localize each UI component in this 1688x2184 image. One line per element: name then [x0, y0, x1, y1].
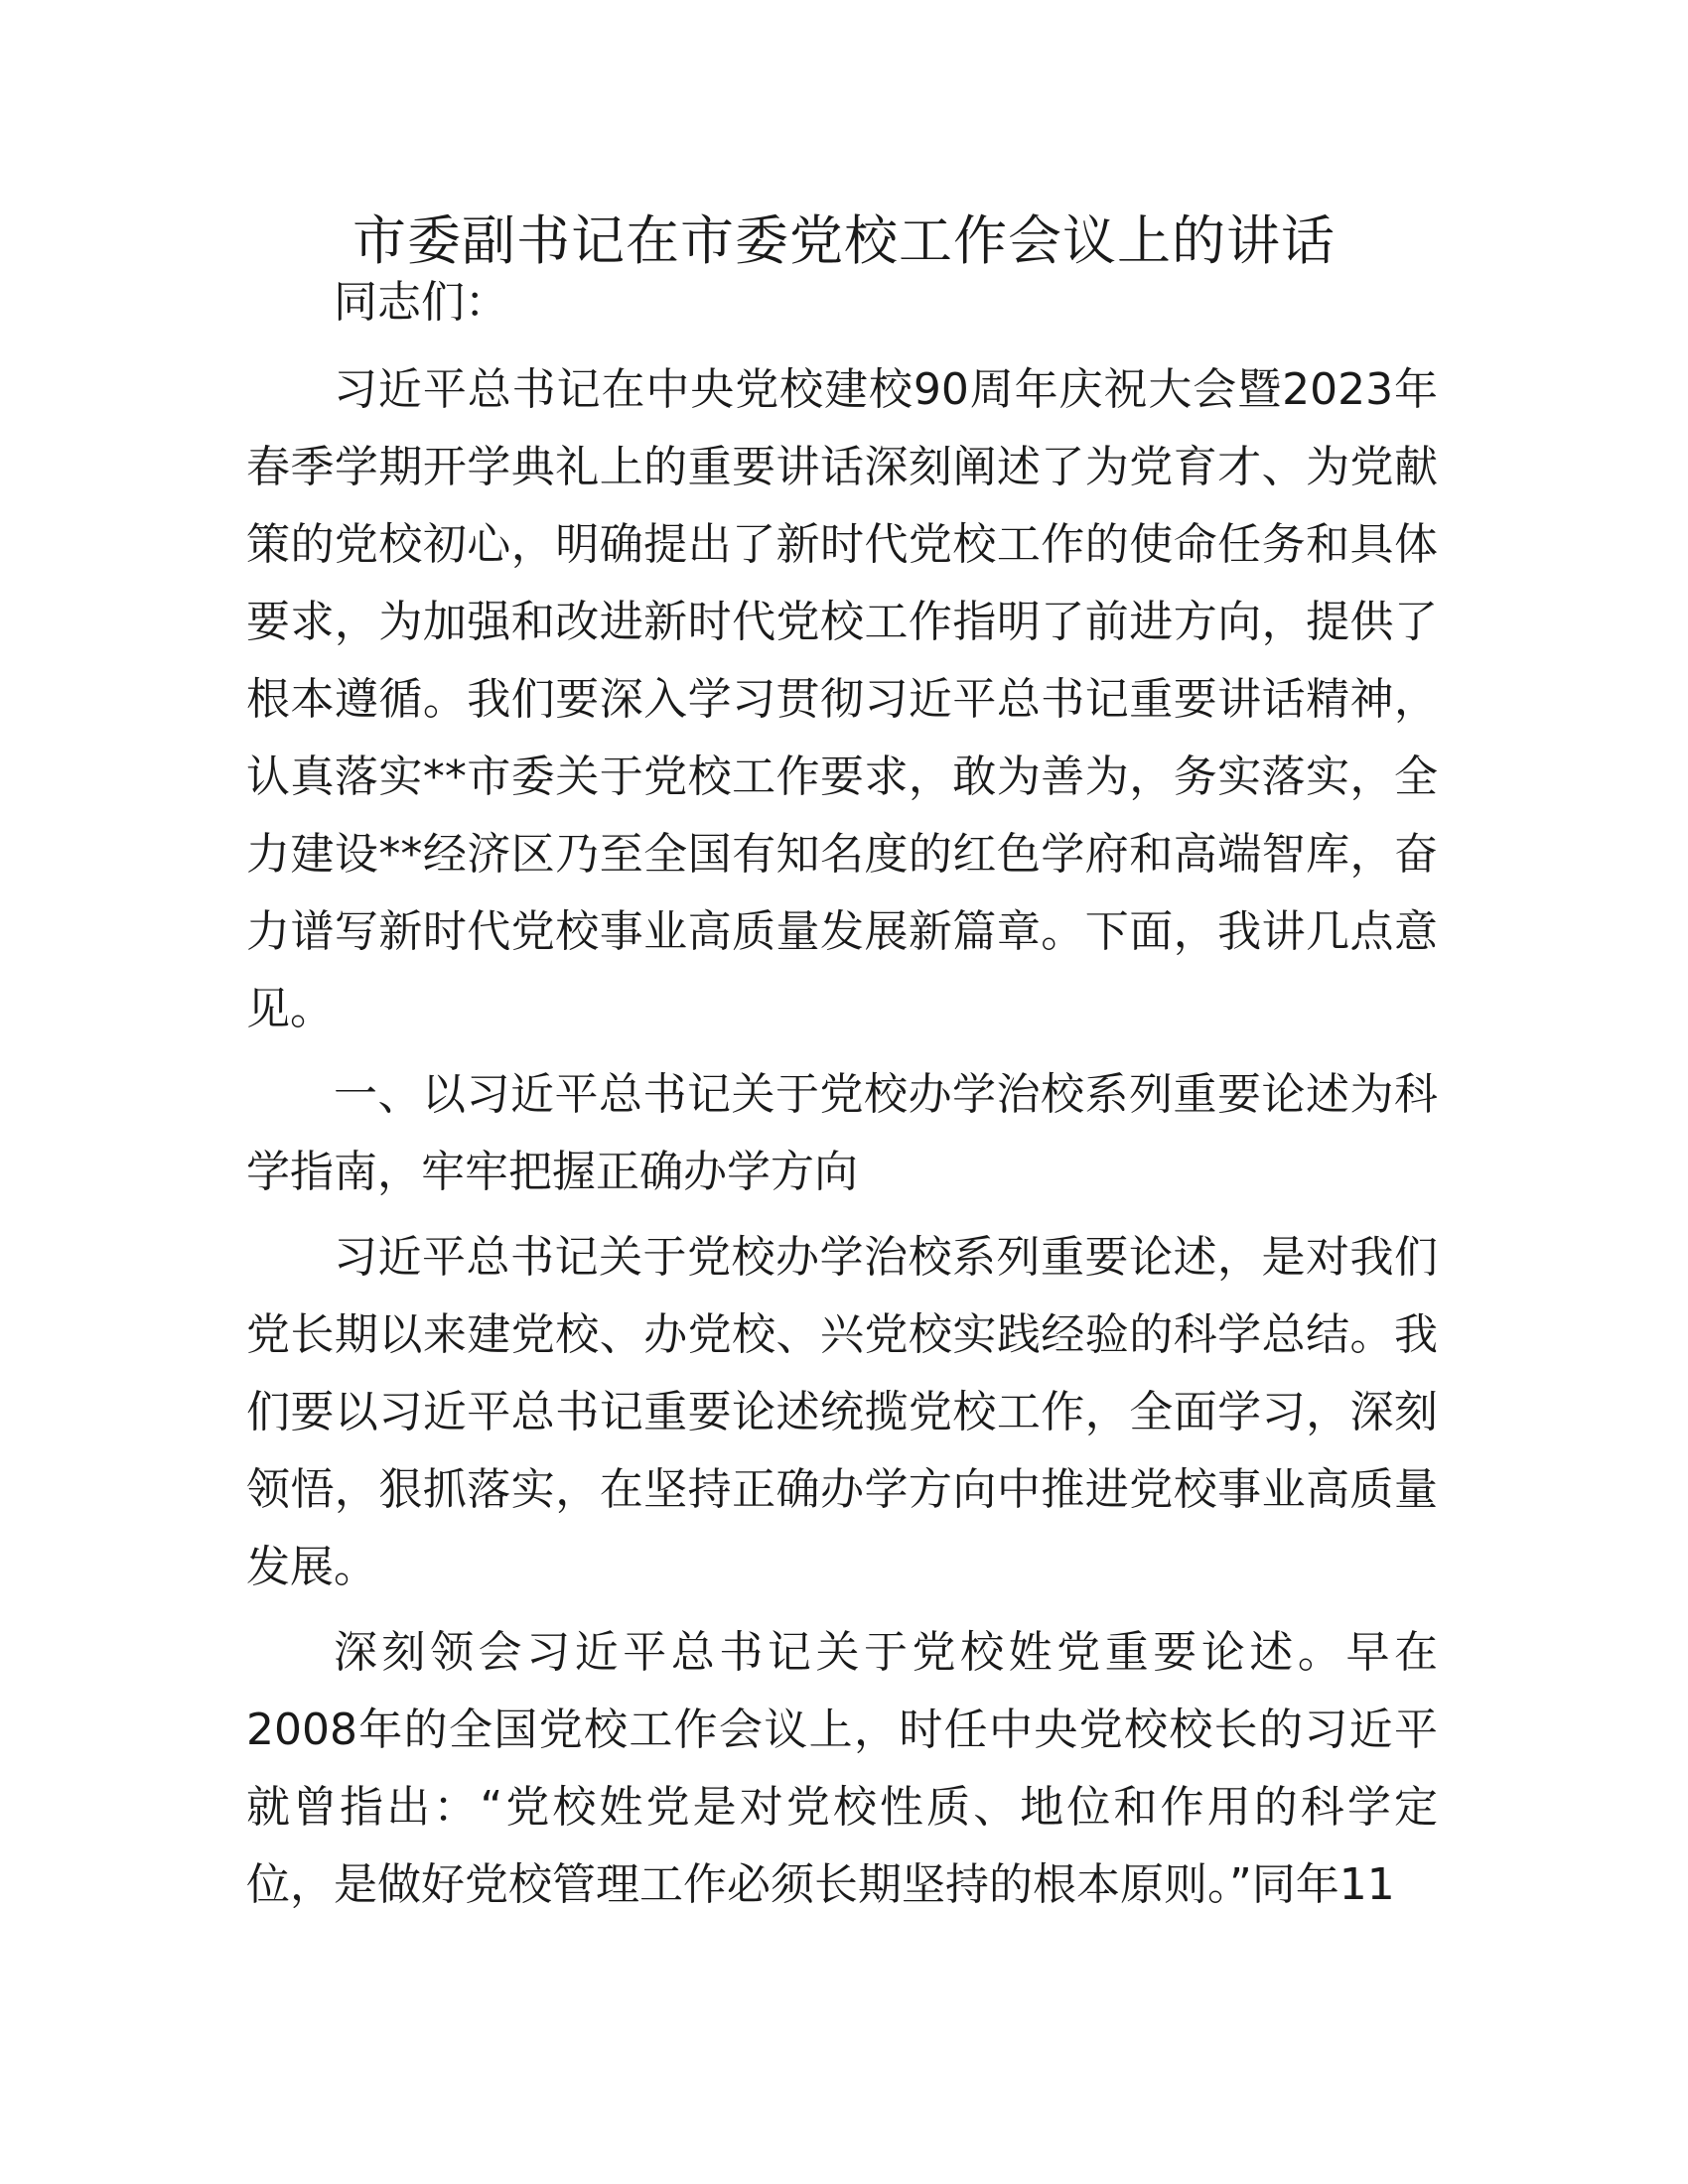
salutation: 同志们：	[334, 277, 508, 328]
paragraph-intro: 习近平总书记在中央党校建校90周年庆祝大会暨2023年春季学期开学典礼上的重要讲话深刻阐述了为党育才、为党献策的党校初心，明确提出了新时代党校工作的使命任务和具体要求，为加强和改进新时代党校工作指明了前进方向，提供了根本遵循。我们要深入学习贯彻习近平总书记重要讲话精神，认真落实**市委关于党校工作要求，敢为善为，务实落实，全力建设**经济区乃至全国有知名度的红色学府和高端智库，奋力谱写新时代党校事业高质量发展新篇章。下面，我讲几点意见。	[246, 364, 1438, 1034]
paragraph-party-school: 深刻领会习近平总书记关于党校姓党重要论述。早在2008年的全国党校工作会议上，时任中央党校校长的习近平就曾指出：“党校姓党是对党校性质、地位和作用的科学定位，是做好党校管理工作必须长期坚持的根本原则。”同年11	[246, 1627, 1438, 1910]
paragraph-section-1: 习近平总书记关于党校办学治校系列重要论述，是对我们党长期以来建党校、办党校、兴党校实践经验的科学总结。我们要以习近平总书记重要论述统揽党校工作，全面学习，深刻领悟，狠抓落实，在坚持正确办学方向中推进党校事业高质量发展。	[246, 1232, 1438, 1592]
section-heading-1: 一、以习近平总书记关于党校办学治校系列重要论述为科学指南，牢牢把握正确办学方向	[246, 1069, 1438, 1197]
document-title: 市委副书记在市委党校工作会议上的讲话	[352, 209, 1336, 272]
document-body	[246, 264, 1438, 1932]
